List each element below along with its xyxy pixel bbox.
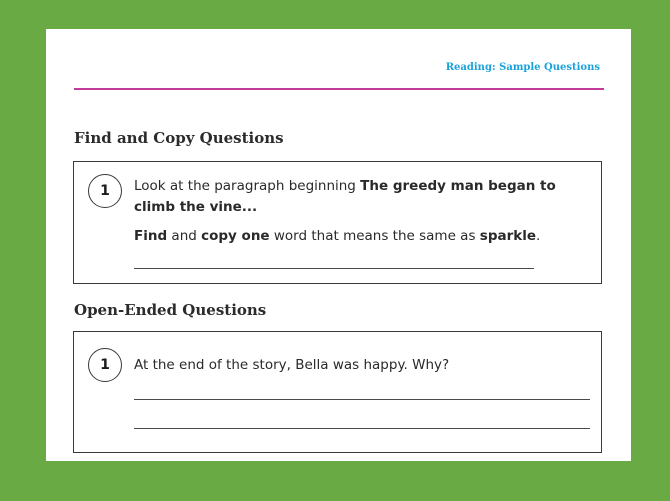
answer-line[interactable] [134,428,590,429]
section-title-open-ended: Open-Ended Questions [74,301,267,319]
answer-line[interactable] [134,399,590,400]
question-prompt [134,176,591,218]
header-label: Reading: Sample Questions [445,62,600,73]
prompt-text: Look at the paragraph beginning [134,178,361,194]
worksheet-page [46,29,631,461]
question-box-open-ended [73,331,602,453]
answer-line[interactable] [134,268,534,269]
question-instruction [134,226,591,247]
instruction-rest: word that means the same as [269,228,480,244]
instruction-find: Find [134,228,168,244]
instruction-copy-one: copy one [201,228,270,244]
header-divider [74,88,604,90]
instruction-keyword: sparkle [479,228,537,244]
question-number-badge: 1 [88,348,122,382]
question-box-find-and-copy [73,161,602,284]
section-title-find-and-copy: Find and Copy Questions [74,129,284,147]
instruction-and: and [167,228,202,244]
instruction-end: . [536,228,541,244]
question-prompt: At the end of the story, Bella was happy. Why? [134,357,450,373]
question-number-badge: 1 [88,174,122,208]
prompt-quote: The greedy man began to climb the vine... [134,178,556,215]
